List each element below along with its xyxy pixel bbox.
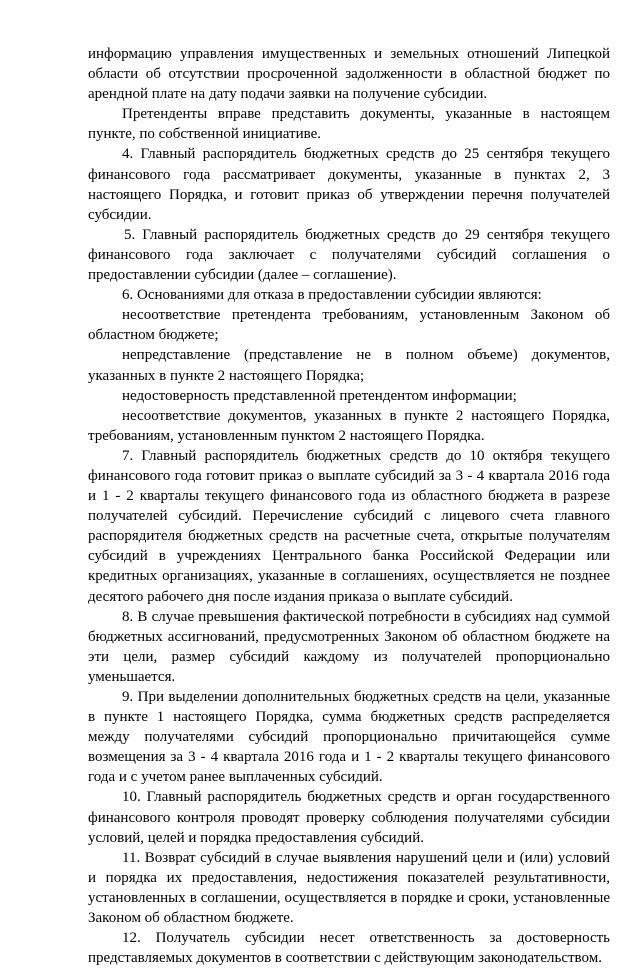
paragraph-item-12: 12. Получатель субсидии несет ответственность за достоверность представляемых документов в соответствии с действующим законодательством.: [88, 930, 610, 967]
paragraph-item-4: 4. Главный распорядитель бюджетных средств до 25 сентября текущего финансового года рассматривает документы, указанные в пунктах 2, 3 настоящего Порядка, и готовит приказ об утверждении перечня получателей субсидии.: [88, 146, 610, 223]
paragraph-item-8: 8. В случае превышения фактической потребности в субсидиях над суммой бюджетных ассигнований, предусмотренных Законом об областном бюджете на эти цели, размер субсидий каждому из получателей пропорционально уменьшается.: [88, 608, 610, 685]
paragraph-item-7: 7. Главный распорядитель бюджетных средств до 10 октября текущего финансового года готовит приказ о выплате субсидий за 3 - 4 квартала 2016 года и 1 - 2 кварталы текущего финансового года из областного бюджета в разрезе получателей субсидий. Перечисление субсидий с лицевого счета главного распорядителя бюджетных средств на расчетные счета, открытые получателям субсидий в учреждениях Центрального банка Российской Федерации или кредитных организациях, указанные в соглашениях, осуществляется не позднее десятого рабочего дня после издания приказа о выплате субсидий.: [88, 447, 610, 605]
paragraph-refusal-reason-2: непредставление (представление не в полном объеме) документов, указанных в пункте 2 настоящего Порядка;: [88, 347, 610, 384]
paragraph-applicants-right: Претенденты вправе представить документы, указанные в настоящем пункте, по собственной инициативе.: [88, 106, 610, 143]
paragraph-refusal-reason-3: недостоверность представленной претендентом информации;: [122, 387, 517, 404]
paragraph-refusal-reason-4: несоответствие документов, указанных в пункте 2 настоящего Порядка, требованиям, установленным пунктом 2 настоящего Порядка.: [88, 407, 610, 444]
paragraph-item-10: 10. Главный распорядитель бюджетных средств и орган государственного финансового контроля проводят проверку соблюдения получателями субсидии условий, целей и порядка предоставления субсидий.: [88, 789, 610, 846]
document-body: [88, 44, 610, 968]
paragraph-refusal-reason-1: несоответствие претендента требованиям, установленным Законом об областном бюджете;: [88, 307, 610, 344]
paragraph-item-11: 11. Возврат субсидий в случае выявления нарушений цели и (или) условий и порядка их предоставления, недостижения показателей результативности, установленных в соглашении, осуществляется в порядке и сроки, установленные Законом об областном бюджете.: [88, 849, 610, 927]
paragraph-item-9: 9. При выделении дополнительных бюджетных средств на цели, указанные в пункте 1 настоящего Порядка, сумма бюджетных средств распределяется между получателями субсидий пропорционально причитающейся сумме возмещения за 3 - 4 квартала 2016 года и 1 - 2 кварталы текущего финансового года и с учетом ранее выплаченных субсидий.: [88, 689, 610, 786]
paragraph-item-6: 6. Основаниями для отказа в предоставлении субсидии являются:: [122, 287, 542, 304]
paragraph-continuation: информацию управления имущественных и земельных отношений Липецкой области об отсутствии просроченной задолженности в областной бюджет по арендной плате на дату подачи заявки на получение субсидии.: [88, 46, 610, 103]
paragraph-item-5: 5. Главный распорядитель бюджетных средств до 29 сентября текущего финансового года заключает с получателями субсидий соглашения о предоставлении субсидии (далее – соглашение).: [88, 226, 610, 284]
